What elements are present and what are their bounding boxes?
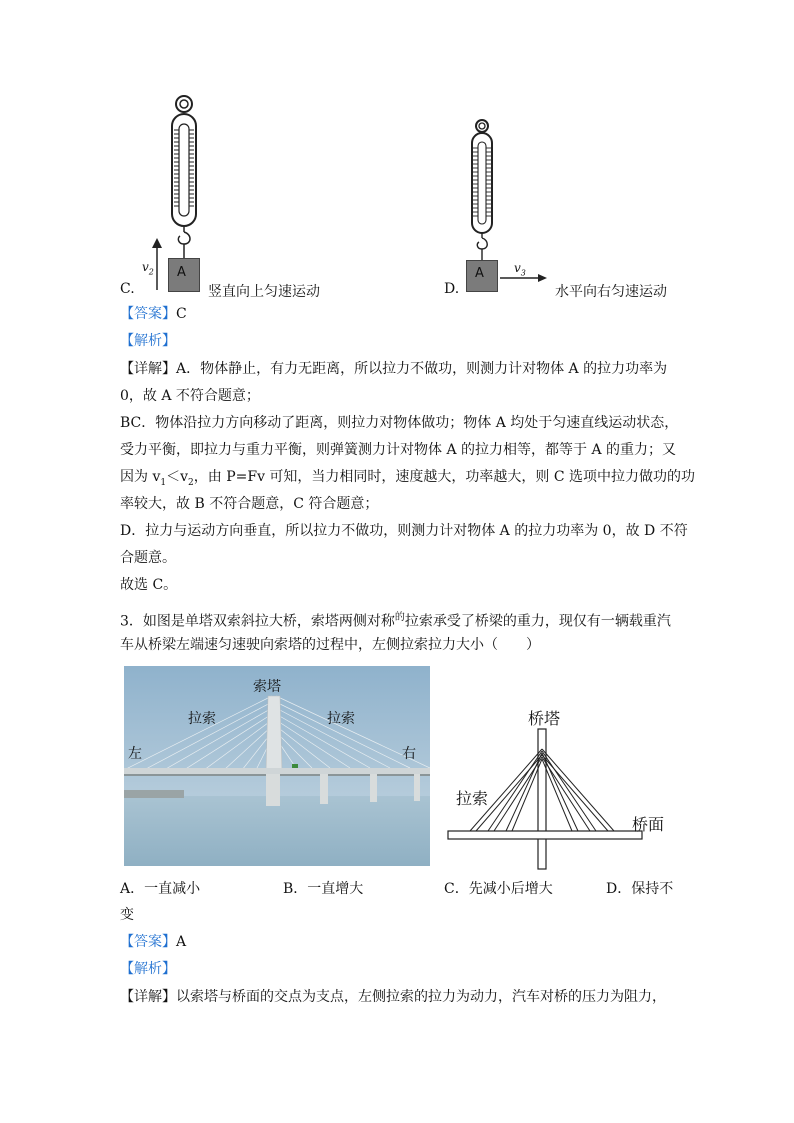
option-c-letter: C. — [120, 281, 135, 297]
cable-stayed-bridge-photo — [124, 666, 430, 866]
photo-label-cable-right: 拉索 — [327, 711, 355, 727]
detail-tag: 【详解】 — [120, 361, 176, 377]
velocity-c-label: $v_2$ — [142, 260, 154, 277]
q2-detail-line-9: 故选 C。 — [120, 577, 178, 593]
q3-option-a: A．一直减小 — [120, 881, 201, 897]
q2-detail-line-4: 受力平衡，即拉力与重力平衡，则弹簧测力计对物体 A 的拉力相等，都等于 A 的重力；又 — [120, 442, 677, 458]
q2-detail-line-3: BC．物体沿拉力方向移动了距离，则拉力对物体做功；物体 A 均处于匀速直线运动状态， — [120, 415, 679, 431]
q2-answer — [120, 304, 187, 324]
block-c-label: A — [177, 265, 186, 280]
q3-option-b: B．一直增大 — [283, 881, 364, 897]
q2-detail-line-6: 率较大，故 B 不符合题意，C 符合题意； — [120, 496, 379, 512]
q2-analysis-tag: 【解析】 — [120, 333, 176, 349]
q2-detail-line-2: 0，故 A 不符合题意； — [120, 388, 260, 404]
velocity-d-label: $v_3$ — [514, 261, 526, 278]
q3-option-c: C．先减小后增大 — [444, 881, 553, 897]
option-d-description: 水平向右匀速运动 — [555, 284, 667, 300]
q3-analysis-tag: 【解析】 — [120, 961, 176, 977]
q2-detail-line-7: D．拉力与运动方向垂直，所以拉力不做功，则测力计对物体 A 的拉力功率为 0，故 D 不符 — [120, 523, 688, 539]
q3-stem-line-2: 车从桥梁左端速匀速驶向索塔的过程中，左侧拉索拉力大小（ ） — [120, 637, 540, 653]
q3-answer — [120, 932, 186, 952]
option-c-description: 竖直向上匀速运动 — [208, 284, 320, 300]
q2-detail-line-5: 因为 $v_1<v_2$，由 P=Fv 可知，当力相同时，速度越大，功率越大，则 C 选项中拉力做功的功 — [120, 469, 696, 488]
q2-detail-line-1: 【详解】A．物体静止，有力无距离，所以拉力不做功，则测力计对物体 A 的拉力功率为 — [120, 361, 668, 377]
block-d-label: A — [475, 266, 484, 281]
answer-tag: 【答案】 — [120, 934, 176, 950]
q3-option-d-continued: 变 — [120, 907, 134, 923]
detail-tag: 【详解】 — [120, 989, 176, 1005]
diagram-label-deck: 桥面 — [632, 815, 665, 834]
diagram-label-tower: 桥塔 — [528, 709, 561, 728]
q3-option-d: D．保持不 — [606, 881, 674, 897]
answer-value: C — [176, 306, 187, 322]
q3-stem-line-1: 3．如图是单塔双索斜拉大桥，索塔两侧对称$^的$拉索承受了桥梁的重力，现仅有一辆载重汽 — [120, 612, 671, 630]
q3-detail-line-1: 【详解】以索塔与桥面的交点为支点，左侧拉索的拉力为动力，汽车对桥的压力为阻力， — [120, 989, 666, 1005]
answer-tag: 【答案】 — [120, 306, 176, 322]
q2-detail-line-8: 合题意。 — [120, 550, 176, 566]
photo-label-left: 左 — [128, 746, 142, 762]
photo-label-cable-left: 拉索 — [188, 711, 216, 727]
diagram-label-cable: 拉索 — [456, 789, 489, 808]
option-d-letter: D. — [444, 281, 460, 297]
photo-label-tower: 索塔 — [253, 679, 281, 695]
photo-label-right: 右 — [402, 746, 416, 762]
answer-value: A — [176, 934, 187, 950]
